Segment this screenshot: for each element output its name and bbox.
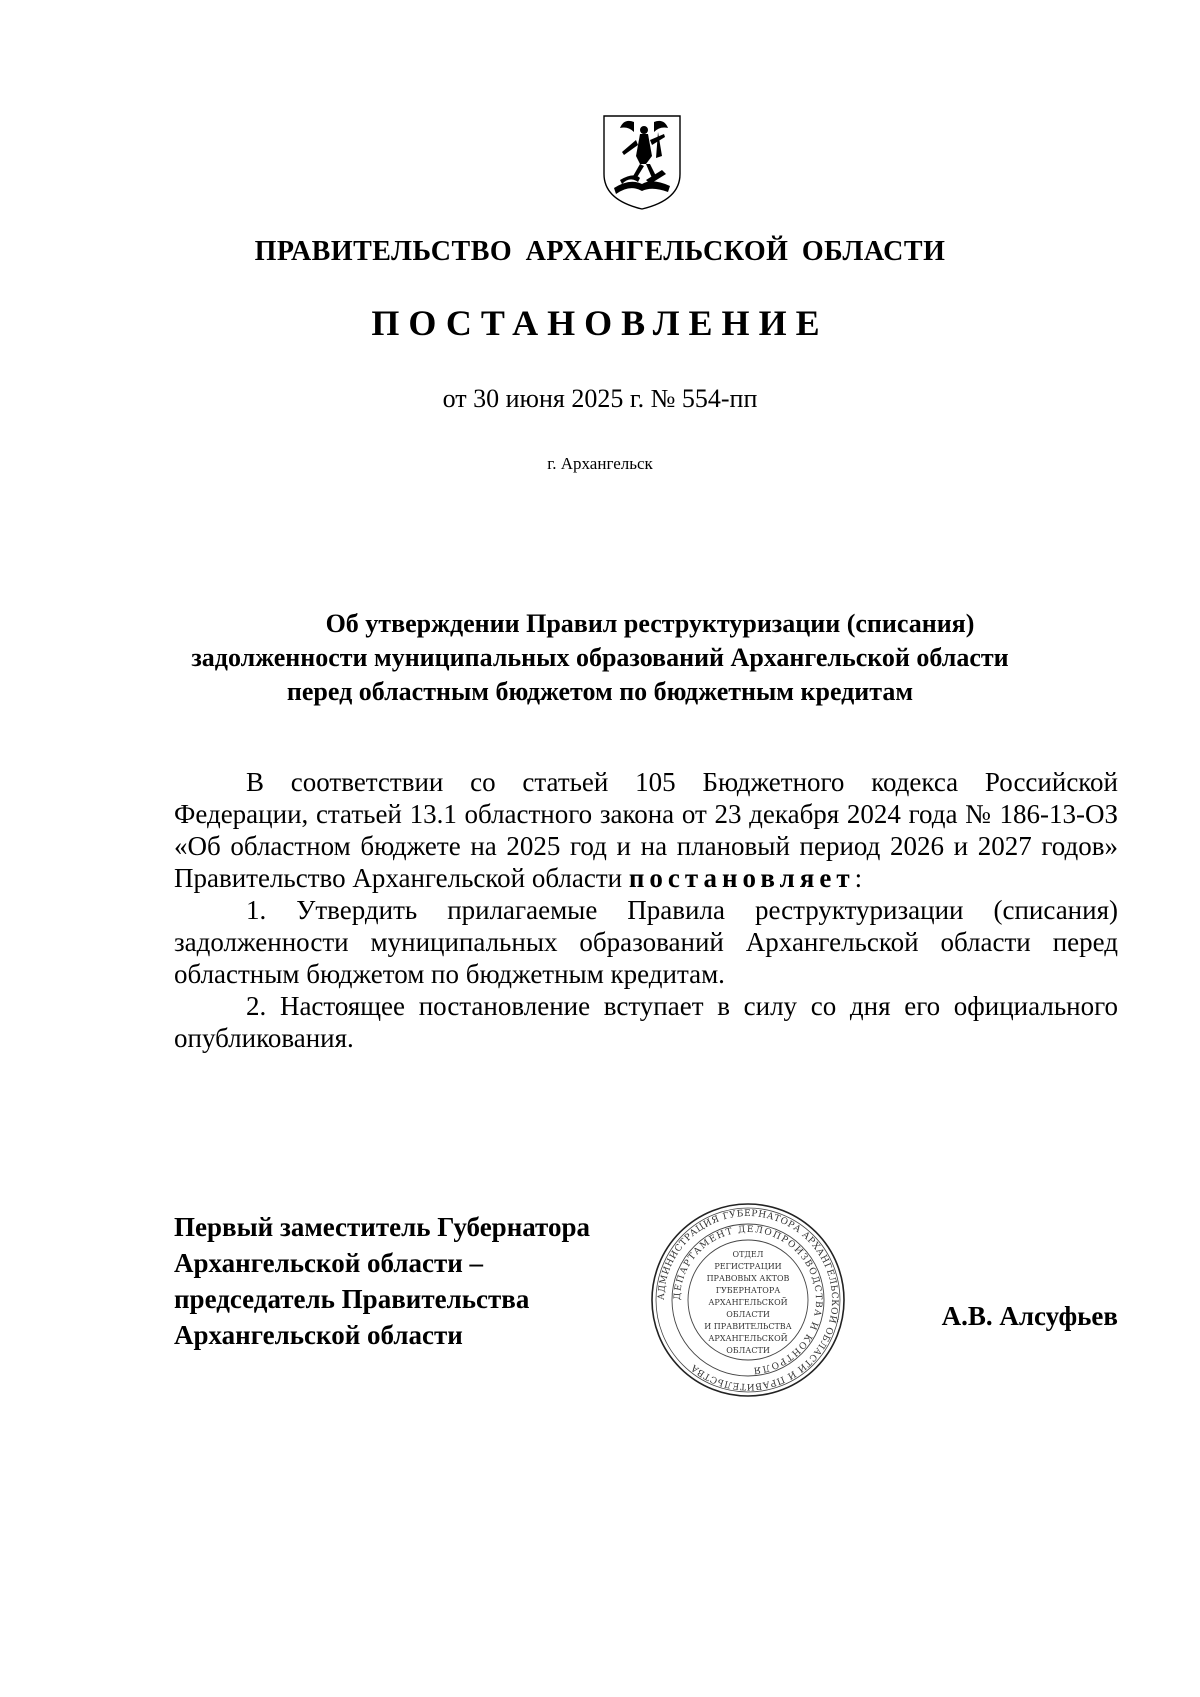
signatory-position-line-1: Первый заместитель Губернатора: [174, 1212, 590, 1242]
coat-of-arms-emblem: [600, 112, 684, 212]
signatory-position-line-3: председатель Правительства: [174, 1284, 530, 1314]
preamble-text: В соответствии со статьей 105 Бюджетного кодекса Российской Федерации, статьей 13.1 областного закона от 23 декабря 2024 года № 186-13-ОЗ «Об областном бюджете на 2025 год и на плановый период 2026 и 2027 годов» Правительство Архангельской области: [174, 767, 1118, 893]
stamp-line: АРХАНГЕЛЬСКОЙ: [708, 1334, 788, 1343]
stamp-line: РЕГИСТРАЦИИ: [714, 1262, 782, 1271]
resolves-word: постановляет: [628, 863, 855, 893]
stamp-line: ОБЛАСТИ: [726, 1346, 770, 1355]
document-body: [174, 766, 1118, 1054]
document-subject: [0, 607, 1200, 709]
subject-line-1: Об утверждении Правил реструктуризации (списания): [325, 609, 975, 638]
stamp-line: ГУБЕРНАТОРА: [715, 1286, 781, 1295]
stamp-line: ОБЛАСТИ: [726, 1310, 770, 1319]
document-date-number: от 30 июня 2025 г. № 554-пп: [442, 384, 758, 413]
subject-line-2: задолженности муниципальных образований Архангельской области: [191, 643, 1009, 672]
item-1-paragraph: 1. Утвердить прилагаемые Правила реструктуризации (списания) задолженности муниципальных образований Архангельской области перед областным бюджетом по бюджетным кредитам.: [174, 895, 1118, 989]
document-type: ПОСТАНОВЛЕНИЕ: [371, 303, 829, 343]
stamp-line: ОТДЕЛ: [732, 1250, 764, 1259]
item-2-paragraph: 2. Настоящее постановление вступает в силу со дня его официального опубликования.: [174, 991, 1118, 1053]
official-stamp: [648, 1201, 848, 1399]
signatory-position: [174, 1209, 590, 1353]
stamp-line: ПРАВОВЫХ АКТОВ: [706, 1274, 790, 1283]
resolves-colon: :: [854, 863, 863, 893]
subject-line-3: перед областным бюджетом по бюджетным кредитам: [286, 677, 914, 706]
stamp-inner-ring-text: ДЕПАРТАМЕНТ ДЕЛОПРОИЗВОДСТВА И КОНТРОЛЯ: [672, 1224, 824, 1375]
stamp-line: АРХАНГЕЛЬСКОЙ: [708, 1298, 788, 1307]
stamp-outer-ring-text: АДМИНИСТРАЦИЯ ГУБЕРНАТОРА АРХАНГЕЛЬСКОЙ ОБЛАСТИ И ПРАВИТЕЛЬСТВА: [656, 1208, 840, 1392]
organization-name: ПРАВИТЕЛЬСТВО АРХАНГЕЛЬСКОЙ ОБЛАСТИ: [254, 236, 946, 267]
stamp-line: И ПРАВИТЕЛЬСТВА: [704, 1322, 792, 1331]
signatory-position-line-4: Архангельской области: [174, 1320, 463, 1350]
signatory-position-line-2: Архангельской области –: [174, 1248, 484, 1278]
document-city: г. Архангельск: [547, 454, 653, 473]
preamble-paragraph: [174, 766, 1118, 894]
signatory-name: А.В. Алсуфьев: [941, 1301, 1118, 1331]
